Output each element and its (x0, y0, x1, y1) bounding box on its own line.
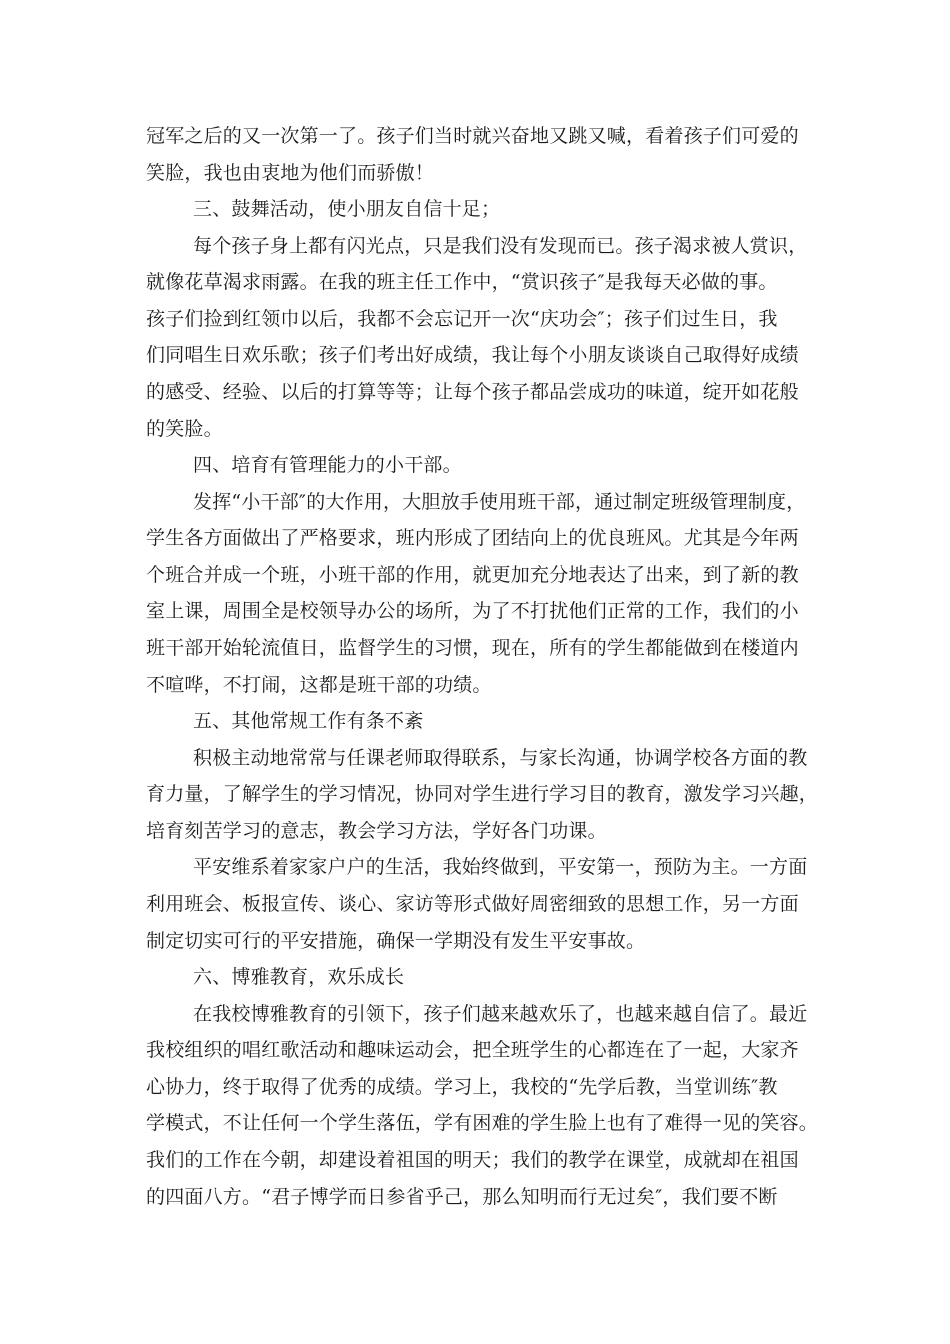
paragraph-line: 心协力，终于取得了优秀的成绩。学习上，我校的“先学后教，当堂训练″教 (146, 1076, 778, 1098)
paragraph-line: 我校组织的唱红歌活动和趣味运动会，把全班学生的心都连在了一起，大家齐 (146, 1039, 799, 1061)
paragraph-line: 学模式，不让任何一个学生落伍，学有困难的学生脸上也有了难得一见的笑容。 (146, 1112, 819, 1134)
paragraph-line: 室上课，周围全是校领导办公的场所，为了不打扰他们正常的工作，我们的小 (146, 600, 799, 622)
paragraph-line: 孩子们捡到红领巾以后，我都不会忘记开一次“庆功会″；孩子们过生日，我 (146, 308, 778, 330)
section-heading: 六、博雅教育，欢乐成长 (193, 966, 405, 988)
paragraph-line: 的笑脸。 (146, 418, 223, 440)
paragraph-line: 平安维系着家家户户的生活，我始终做到，平安第一，预防为主。一方面 (193, 856, 808, 878)
section-heading: 四、培育有管理能力的小干部。 (193, 454, 462, 476)
paragraph-line: 制定切实可行的平安措施，确保一学期没有发生平安事故。 (146, 930, 646, 952)
paragraph-line: 的感受、经验、以后的打算等等；让每个孩子都品尝成功的味道，绽开如花般 (146, 381, 799, 403)
paragraph-line: 不喧哗，不打闹，这都是班干部的功绩。 (146, 674, 492, 696)
paragraph-line: 班干部开始轮流值日，监督学生的习惯，现在，所有的学生都能做到在楼道内 (146, 637, 799, 659)
paragraph-line: 发挥“小干部″的大作用，大胆放手使用班干部，通过制定班级管理制度， (193, 491, 806, 513)
paragraph-line: 每个孩子身上都有闪光点，只是我们没有发现而已。孩子渴求被人赏识， (193, 235, 808, 257)
paragraph-line: 笑脸，我也由衷地为他们而骄傲！ (146, 162, 435, 184)
paragraph-line: 育力量，了解学生的学习情况，协同对学生进行学习目的教育，激发学习兴趣， (146, 783, 819, 805)
paragraph-line: 学生各方面做出了严格要求，班内形成了团结向上的优良班风。尤其是今年两 (146, 527, 799, 549)
section-heading: 五、其他常规工作有条不紊 (193, 710, 424, 732)
paragraph-line: 在我校博雅教育的引领下，孩子们越来越欢乐了，也越来越自信了。最近 (193, 1003, 808, 1025)
paragraph-line: 个班合并成一个班，小班干部的作用，就更加充分地表达了出来，到了新的教 (146, 564, 799, 586)
paragraph-line: 们同唱生日欢乐歌；孩子们考出好成绩，我让每个小朋友谈谈自己取得好成绩 (146, 344, 799, 366)
paragraph-line: 冠军之后的又一次第一了。孩子们当时就兴奋地又跳又喊，看着孩子们可爱的 (146, 125, 799, 147)
paragraph-line: 就像花草渴求雨露。在我的班主任工作中，“赏识孩子″是我每天必做的事。 (146, 271, 778, 293)
paragraph-line: 利用班会、板报宣传、谈心、家访等形式做好周密细致的思想工作，另一方面 (146, 893, 799, 915)
paragraph-line: 的四面八方。“君子博学而日参省乎己，那么知明而行无过矣″，我们要不断 (146, 1186, 778, 1208)
paragraph-line: 积极主动地常常与任课老师取得联系，与家长沟通，协调学校各方面的教 (193, 747, 808, 769)
section-heading: 三、鼓舞活动，使小朋友自信十足； (193, 198, 501, 220)
paragraph-line: 培育刻苦学习的意志，教会学习方法，学好各门功课。 (146, 820, 607, 842)
paragraph-line: 我们的工作在今朝，却建设着祖国的明天；我们的教学在课堂，成就却在祖国 (146, 1149, 799, 1171)
